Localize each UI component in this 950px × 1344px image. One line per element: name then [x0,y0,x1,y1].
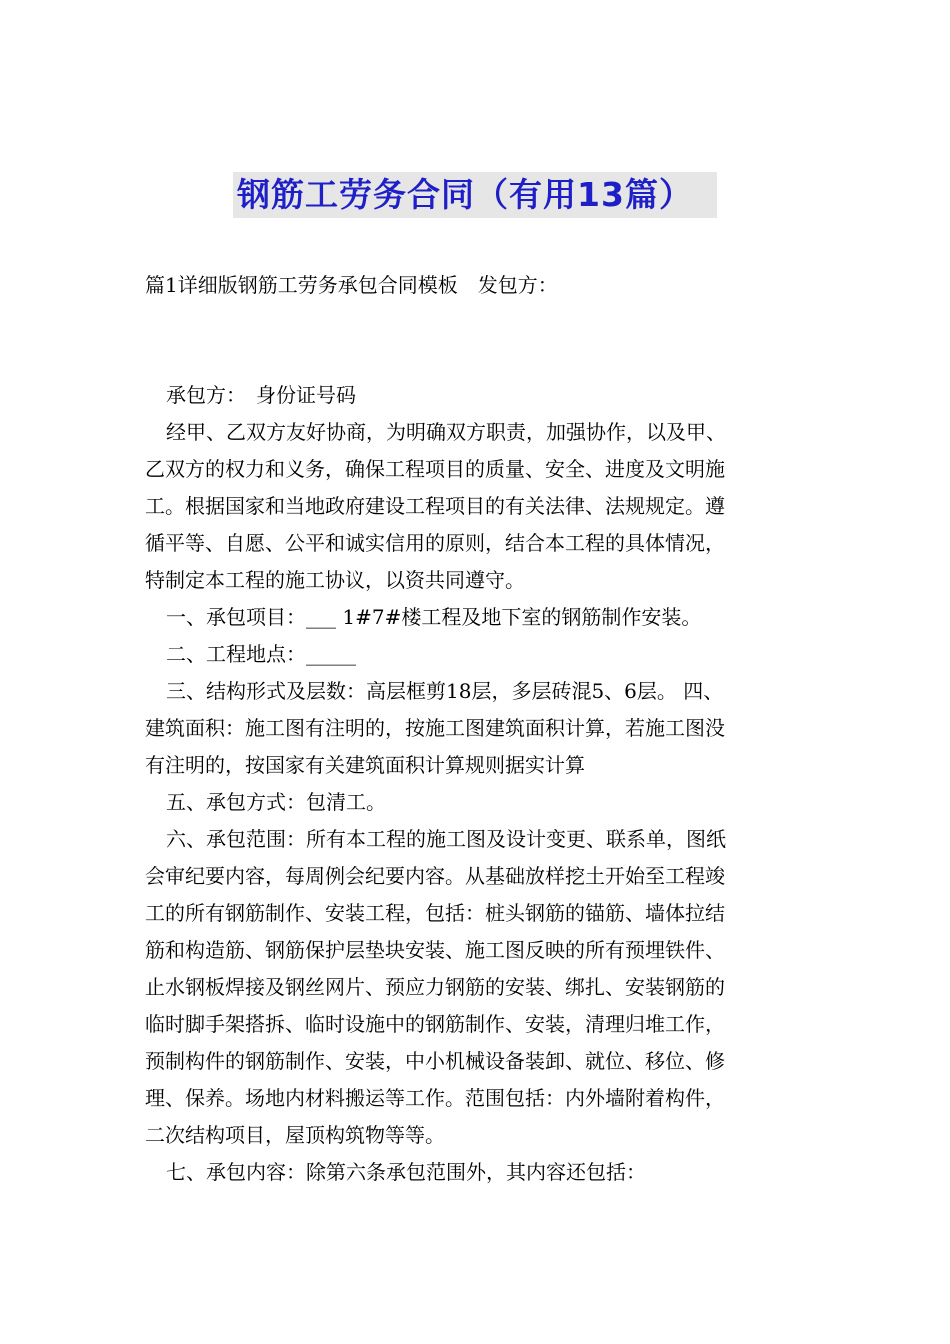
text-line: 循平等、自愿、公平和诚实信用的原则，结合本工程的具体情况， [145,531,725,555]
text-line: 一、承包项目：___ 1#7#楼工程及地下室的钢筋制作安装。 [166,605,702,629]
paragraph-preamble [145,414,807,599]
text-line: 预制构件的钢筋制作、安装，中小机械设备装卸、就位、移位、修 [145,1049,725,1073]
text-line: 有注明的，按国家有关建筑面积计算规则据实计算 [145,753,585,777]
paragraph-party-b [145,377,807,414]
text-line: 筋和构造筋、钢筋保护层垫块安装、施工图反映的所有预埋铁件、 [145,938,725,962]
contract-body [145,377,807,1191]
text-line: 二次结构项目，屋顶构筑物等等。 [145,1123,445,1147]
text-line: 建筑面积：施工图有注明的，按施工图建筑面积计算，若施工图没 [145,716,725,740]
paragraph-structure [145,673,807,784]
text-line: 会审纪要内容，每周例会纪要内容。从基础放样挖土开始至工程竣 [145,864,725,888]
text-line: 工的所有钢筋制作、安装工程，包括：桩头钢筋的锚筋、墙体拉结 [145,901,725,925]
paragraph-content [145,1154,807,1191]
text-line: 理、保养。场地内材料搬运等工作。范围包括：内外墙附着构件， [145,1086,725,1110]
paragraph-contract-method [145,784,807,821]
text-line: 止水钢板焊接及钢丝网片、预应力钢筋的安装、绑扎、安装钢筋的 [145,975,725,999]
text-line: 特制定本工程的施工协议，以资共同遵守。 [145,568,525,592]
text-line: 工。根据国家和当地政府建设工程项目的有关法律、法规规定。遵 [145,494,725,518]
title-wrap [0,172,950,218]
text-line: 二、工程地点：_____ [166,642,356,666]
text-line: 经甲、乙双方友好协商，为明确双方职责，加强协作，以及甲、 [166,420,726,444]
text-line: 乙双方的权力和义务，确保工程项目的质量、安全、进度及文明施 [145,457,725,481]
text-line: 五、承包方式：包清工。 [166,790,386,814]
text-line: 承包方： 身份证号码 [166,383,356,407]
text-line: 七、承包内容：除第六条承包范围外，其内容还包括： [166,1160,646,1184]
text-line: 临时脚手架搭拆、临时设施中的钢筋制作、安装，清理归堆工作， [145,1012,725,1036]
intro-line: 篇1详细版钢筋工劳务承包合同模板 发包方： [145,273,558,297]
paragraph-scope [145,821,807,1154]
text-line: 三、结构形式及层数：高层框剪18层，多层砖混5、6层。 四、 [166,679,724,703]
paragraph-project [145,599,807,636]
text-line: 六、承包范围：所有本工程的施工图及设计变更、联系单，图纸 [166,827,726,851]
paragraph-location [145,636,807,673]
document-title: 钢筋工劳务合同（有用13篇） [233,172,717,218]
